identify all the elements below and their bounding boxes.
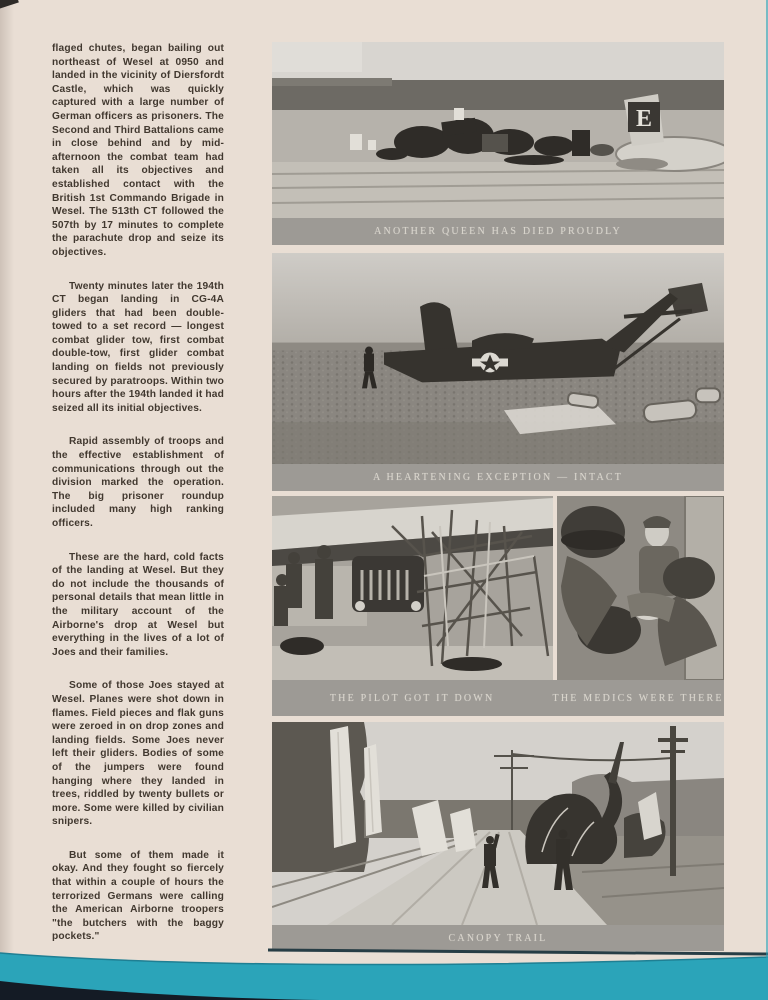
- photo-canopy-trail-image: [272, 722, 724, 925]
- paragraph-1: flaged chutes, began bailing out northeast of Wesel at 0950 and landed in the vicinity of Diersfordt Castle, which was quickly captured with a large number of German officers as prisoners. The Second and Third Battalions came in close behind and by mid-afternoon the combat team had taken all its objectives and established contact with the British 1st Commando Brigade in Wesel. The 513th CT followed the 507th by 17 minutes to complete the parachute drop and seize its objectives.: [52, 43, 224, 258]
- photo-medics-image: [557, 496, 724, 680]
- canopy-trail-illustration: [272, 722, 724, 925]
- photo-caption-medics-were-there: THE MEDICS WERE THERE: [552, 692, 724, 704]
- paragraph-4: These are the hard, cold facts of the landing at Wesel. But they do not include the thousands of personal details that mean little in the military account of the Airborne's drop at Wesel but everything in the lives of a lot of Joes and their families.: [52, 551, 224, 658]
- medics-illustration: [557, 496, 724, 680]
- article-text-column: [52, 42, 224, 964]
- photo-caption-another-queen: ANOTHER QUEEN HAS DIED PROUDLY: [272, 218, 724, 245]
- tail-marking-letter: E: [635, 106, 653, 132]
- photo-canopy-trail: [272, 722, 724, 951]
- paragraph-5: Some of those Joes stayed at Wesel. Planes were shot down in flames. Field pieces and flak guns were zeroed in on drop zones and landing fields. Some Joes never left their gliders. Bodies of some of the jumpers were found hanging where they landed in trees, riddled by twenty bullets or more. Some were killed by civilian snipers.: [52, 680, 224, 828]
- photo-glider-wreck-image: [272, 496, 553, 680]
- photo-intact-glider-image: [272, 253, 724, 464]
- bottom-teal-band: [0, 945, 768, 1000]
- paragraph-6: But some of them made it okay. And they fought so fiercely that within a couple of hours the terrorized Germans were calling the American Airborne troopers "the butchers with the baggy pockets.": [52, 849, 224, 943]
- paragraph-2: Twenty minutes later the 194th CT began landing in CG-4A gliders that had been double-towed to a set record — longest combat glider tow, first combat double-tow, first glider combat landing on fields not previously secured by paratroops. Within two hours after the 194th landed it had seized all its initial objectives.: [52, 280, 224, 414]
- photo-intact-glider: [272, 253, 724, 491]
- glider-wreck-illustration: [272, 496, 553, 680]
- teal-band-graphic: [0, 945, 768, 1000]
- photo-pair-row: [272, 496, 724, 680]
- wrecked-bomber-illustration: [272, 42, 724, 218]
- intact-glider-illustration: [272, 253, 724, 464]
- photo-pair-wreck-and-medics: [272, 496, 724, 716]
- photo-pair-caption-band: [272, 680, 724, 716]
- scan-edge-shadow: [0, 0, 14, 1000]
- photo-wrecked-bomber: [272, 42, 724, 245]
- photo-caption-canopy-trail: CANOPY TRAIL: [272, 925, 724, 951]
- photo-caption-heartening-exception: A HEARTENING EXCEPTION — INTACT: [272, 464, 724, 491]
- photo-caption-pilot-got-it-down: THE PILOT GOT IT DOWN: [329, 692, 495, 704]
- photo-wrecked-bomber-image: [272, 42, 724, 218]
- paragraph-3: Rapid assembly of troops and the effective establishment of communications through out the division marked the operation. The big prisoner roundup included many high ranking officers.: [52, 436, 224, 529]
